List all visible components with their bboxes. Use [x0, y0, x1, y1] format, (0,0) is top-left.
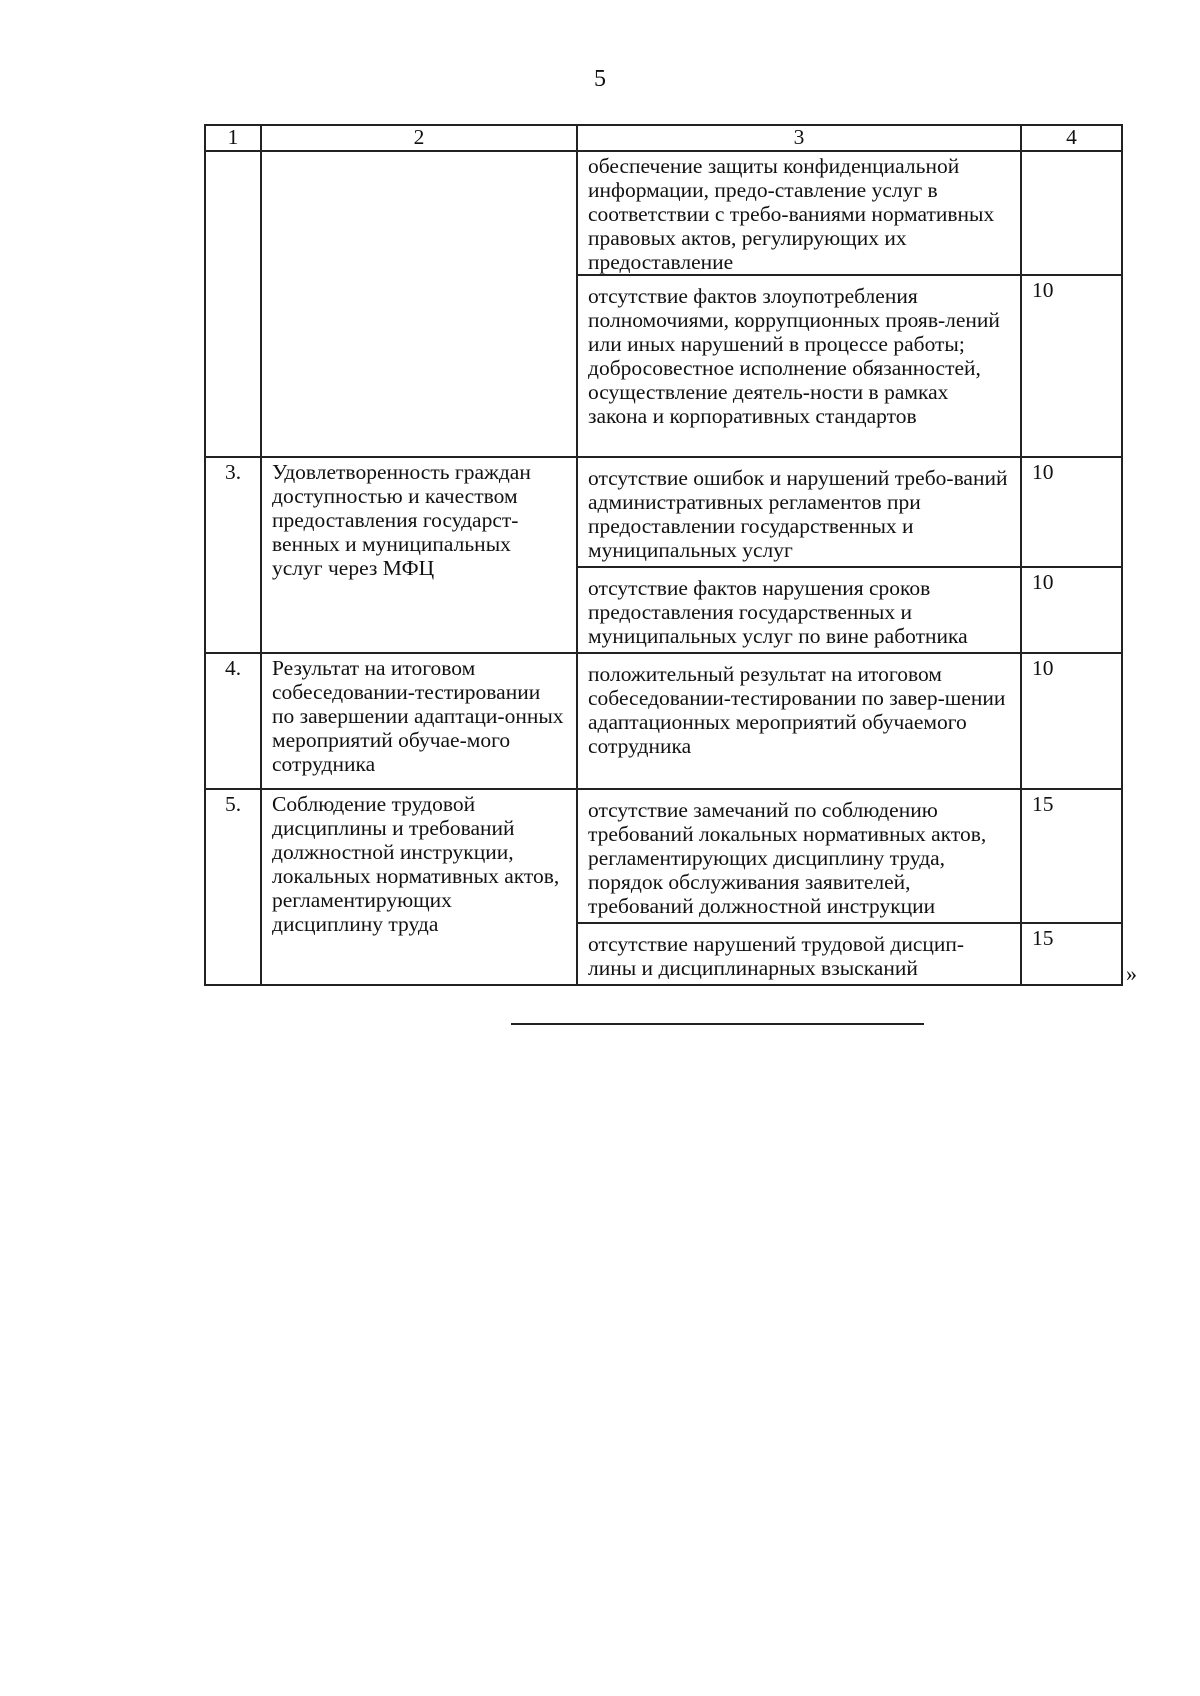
column-header-3: 3 — [577, 125, 1021, 151]
table-row — [205, 457, 1122, 567]
column-header-4: 4 — [1021, 125, 1122, 151]
indicator-cell: отсутствие замечаний по соблюдению требований локальных нормативных актов, регламентирующих дисциплину труда, порядок обслуживания заявителей, требований должностной инструкции — [577, 789, 1021, 923]
row-number-cell: 3. — [205, 457, 261, 653]
score-cell: 15 — [1021, 923, 1122, 985]
criteria-table — [204, 124, 1123, 986]
end-separator-line — [511, 1023, 924, 1025]
score-cell: 15 — [1021, 789, 1122, 923]
page-number: 5 — [594, 66, 606, 92]
score-cell: 10 — [1021, 457, 1122, 567]
criterion-cell — [261, 151, 577, 457]
column-header-2: 2 — [261, 125, 577, 151]
criterion-cell: Соблюдение трудовой дисциплины и требований должностной инструкции, локальных нормативных актов, регламентирующих дисциплину труда — [261, 789, 577, 985]
score-cell: 10 — [1021, 275, 1122, 457]
row-number-cell: 5. — [205, 789, 261, 985]
score-cell: 10 — [1021, 567, 1122, 653]
indicator-cell: отсутствие фактов нарушения сроков предоставления государственных и муниципальных услуг по вине работника — [577, 567, 1021, 653]
table-row — [205, 789, 1122, 923]
table-header-row — [205, 125, 1122, 151]
criterion-cell: Результат на итоговом собеседовании-тестировании по завершении адаптаци-онных мероприятий обучае-мого сотрудника — [261, 653, 577, 789]
closing-quote: » — [1126, 961, 1137, 986]
indicator-cell: отсутствие нарушений трудовой дисцип-лины и дисциплинарных взысканий — [577, 923, 1021, 985]
column-header-1: 1 — [205, 125, 261, 151]
score-cell — [1021, 151, 1122, 275]
indicator-cell: отсутствие ошибок и нарушений требо-ваний административных регламентов при предоставлении государственных и муниципальных услуг — [577, 457, 1021, 567]
table-row — [205, 151, 1122, 275]
indicator-cell: отсутствие фактов злоупотребления полномочиями, коррупционных прояв-лений или иных нарушений в процессе работы; добросовестное исполнение обязанностей, осуществление деятель-ности в рамках закона и корпоративных стандартов — [577, 275, 1021, 457]
row-number-cell: 4. — [205, 653, 261, 789]
indicator-cell: обеспечение защиты конфиденциальной информации, предо-ставление услуг в соответствии с требо-ваниями нормативных правовых актов, регулирующих их предоставление — [577, 151, 1021, 275]
row-number-cell — [205, 151, 261, 457]
indicator-cell: положительный результат на итоговом собеседовании-тестировании по завер-шении адаптационных мероприятий обучаемого сотрудника — [577, 653, 1021, 789]
table-row — [205, 653, 1122, 789]
criterion-cell: Удовлетворенность граждан доступностью и качеством предоставления государст-венных и муниципальных услуг через МФЦ — [261, 457, 577, 653]
score-cell: 10 — [1021, 653, 1122, 789]
